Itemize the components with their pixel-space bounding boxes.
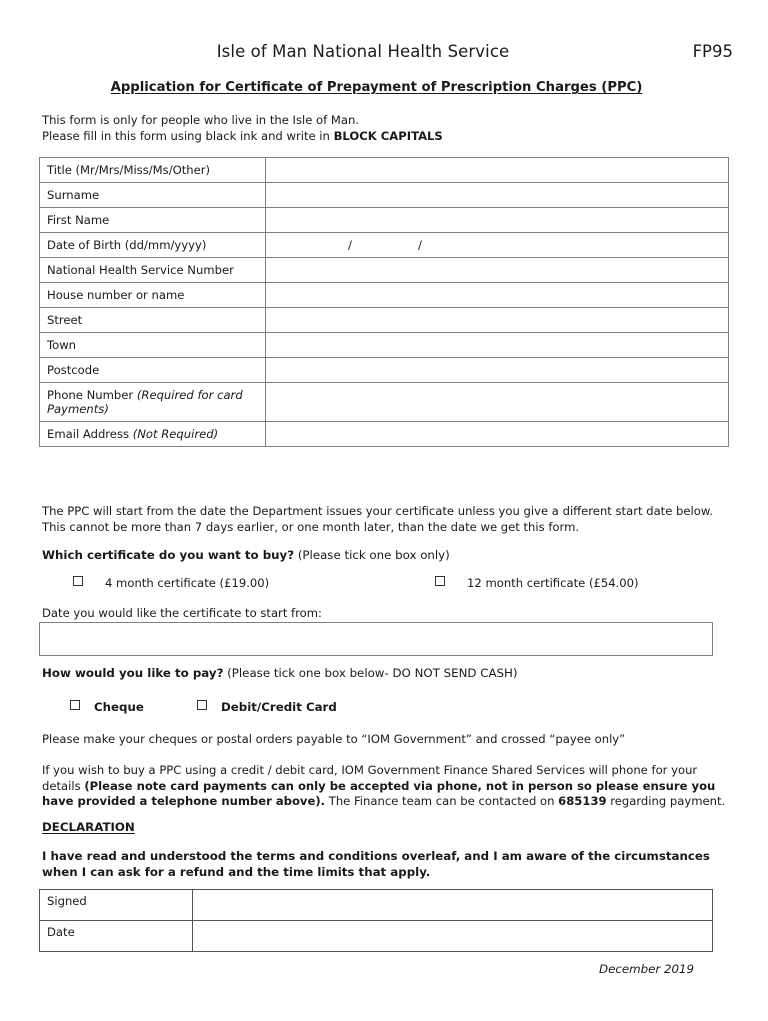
declaration-body: I have read and understood the terms and conditions overleaf, and I am aware of the circumstances when I can ask for a refund and the time limits that apply. bbox=[42, 849, 710, 879]
table-row bbox=[40, 283, 729, 308]
field-label-date-of-birth: Date of Birth (dd/mm/yyyy) bbox=[40, 233, 266, 258]
certificate-question bbox=[42, 548, 722, 563]
table-row bbox=[40, 422, 729, 447]
field-label-house-number: House number or name bbox=[40, 283, 266, 308]
field-input-surname[interactable] bbox=[266, 183, 729, 208]
payment-question-hint: (Please tick one box below- DO NOT SEND CASH) bbox=[223, 666, 518, 680]
table-row bbox=[40, 358, 729, 383]
field-label-email-address bbox=[40, 422, 266, 447]
card-note-part-3: regarding payment. bbox=[606, 794, 726, 809]
intro-line-2-prefix: Please fill in this form using black ink and write in bbox=[42, 128, 334, 143]
field-label-signed: Signed bbox=[40, 890, 193, 921]
table-row bbox=[40, 208, 729, 233]
cheque-payment-note: Please make your cheques or postal orders payable to “IOM Government” and crossed “payee only” bbox=[42, 732, 626, 746]
field-label-email-note: (Not Required) bbox=[132, 427, 219, 441]
table-row bbox=[40, 158, 729, 183]
table-row bbox=[40, 258, 729, 283]
card-note-emphasis: (Please note card payments can only be accepted via phone, not in person so please ensure you have provided a telephone number above). bbox=[42, 778, 716, 809]
table-row bbox=[40, 333, 729, 358]
field-input-email-address[interactable] bbox=[266, 422, 729, 447]
card-payment-note bbox=[42, 763, 726, 810]
field-label-phone-main: Phone Number bbox=[47, 388, 137, 402]
field-input-date-of-birth[interactable] bbox=[266, 233, 729, 258]
table-row bbox=[40, 308, 729, 333]
field-label-surname: Surname bbox=[40, 183, 266, 208]
intro-instructions bbox=[42, 113, 714, 144]
certificate-option-4-month-label: 4 month certificate (£19.00) bbox=[105, 576, 270, 590]
dob-slash-1: / bbox=[348, 238, 352, 252]
payment-options bbox=[42, 700, 722, 718]
ppc-notice-line-2: This cannot be more than 7 days earlier, or one month later, than the date we get this form. bbox=[42, 519, 580, 534]
applicant-details-table bbox=[39, 157, 729, 447]
field-input-title[interactable] bbox=[266, 158, 729, 183]
field-input-street[interactable] bbox=[266, 308, 729, 333]
payment-option-cheque[interactable] bbox=[70, 700, 144, 714]
date-of-birth-separators bbox=[266, 238, 728, 252]
field-label-first-name: First Name bbox=[40, 208, 266, 233]
field-input-nhs-number[interactable] bbox=[266, 258, 729, 283]
start-date-input[interactable] bbox=[39, 622, 713, 656]
field-input-town[interactable] bbox=[266, 333, 729, 358]
table-row bbox=[40, 921, 713, 952]
checkbox-icon[interactable] bbox=[73, 576, 83, 586]
ppc-start-notice bbox=[42, 504, 722, 535]
field-label-phone-number bbox=[40, 383, 266, 422]
certificate-question-hint: (Please tick one box only) bbox=[294, 548, 450, 562]
field-input-postcode[interactable] bbox=[266, 358, 729, 383]
payment-question bbox=[42, 666, 722, 681]
field-input-signed[interactable] bbox=[193, 890, 713, 921]
payment-question-bold: How would you like to pay? bbox=[42, 666, 224, 680]
form-code: FP95 bbox=[692, 42, 733, 61]
organisation-title: Isle of Man National Health Service bbox=[216, 42, 510, 61]
checkbox-icon[interactable] bbox=[435, 576, 445, 586]
field-label-postcode: Postcode bbox=[40, 358, 266, 383]
field-label-phone-note: (Required for card Payments) bbox=[47, 388, 243, 416]
field-label-town: Town bbox=[40, 333, 266, 358]
table-row bbox=[40, 233, 729, 258]
certificate-option-4-month[interactable] bbox=[73, 576, 269, 590]
certificate-options bbox=[42, 576, 722, 594]
card-note-part-1: If you wish to buy a PPC using a credit / debit card, IOM Government Finance Shared Services will phone for your details bbox=[42, 763, 698, 793]
field-label-title: Title (Mr/Mrs/Miss/Ms/Other) bbox=[40, 158, 266, 183]
payment-option-card-label: Debit/Credit Card bbox=[221, 700, 337, 714]
start-date-label: Date you would like the certificate to start from: bbox=[42, 606, 322, 620]
intro-line-2-emphasis: BLOCK CAPITALS bbox=[333, 128, 443, 143]
table-row bbox=[40, 383, 729, 422]
finance-phone-number: 685139 bbox=[558, 794, 607, 809]
dob-slash-2: / bbox=[418, 238, 422, 252]
field-label-nhs-number: National Health Service Number bbox=[40, 258, 266, 283]
field-input-date[interactable] bbox=[193, 921, 713, 952]
certificate-option-12-month[interactable] bbox=[435, 576, 639, 590]
payment-option-cheque-label: Cheque bbox=[94, 700, 144, 714]
ppc-notice-line-1: The PPC will start from the date the Department issues your certificate unless you give a different start date below. bbox=[42, 504, 713, 518]
table-row bbox=[40, 890, 713, 921]
field-label-email-main: Email Address bbox=[47, 427, 133, 441]
certificate-question-bold: Which certificate do you want to buy? bbox=[42, 548, 295, 562]
declaration-signature-table bbox=[39, 889, 713, 952]
checkbox-icon[interactable] bbox=[197, 700, 207, 710]
payment-option-card[interactable] bbox=[197, 700, 337, 714]
document-title: Application for Certificate of Prepayment of Prescription Charges (PPC) bbox=[110, 80, 643, 95]
intro-line-1: This form is only for people who live in the Isle of Man. bbox=[42, 113, 360, 127]
card-note-part-2: The Finance team can be contacted on bbox=[325, 794, 559, 809]
revision-date: December 2019 bbox=[599, 962, 694, 976]
field-input-first-name[interactable] bbox=[266, 208, 729, 233]
declaration-heading: DECLARATION bbox=[42, 820, 135, 834]
field-label-date: Date bbox=[40, 921, 193, 952]
certificate-option-12-month-label: 12 month certificate (£54.00) bbox=[467, 576, 639, 590]
field-input-phone-number[interactable] bbox=[266, 383, 729, 422]
field-input-house-number[interactable] bbox=[266, 283, 729, 308]
table-row bbox=[40, 183, 729, 208]
page-header bbox=[39, 42, 733, 64]
checkbox-icon[interactable] bbox=[70, 700, 80, 710]
field-label-street: Street bbox=[40, 308, 266, 333]
